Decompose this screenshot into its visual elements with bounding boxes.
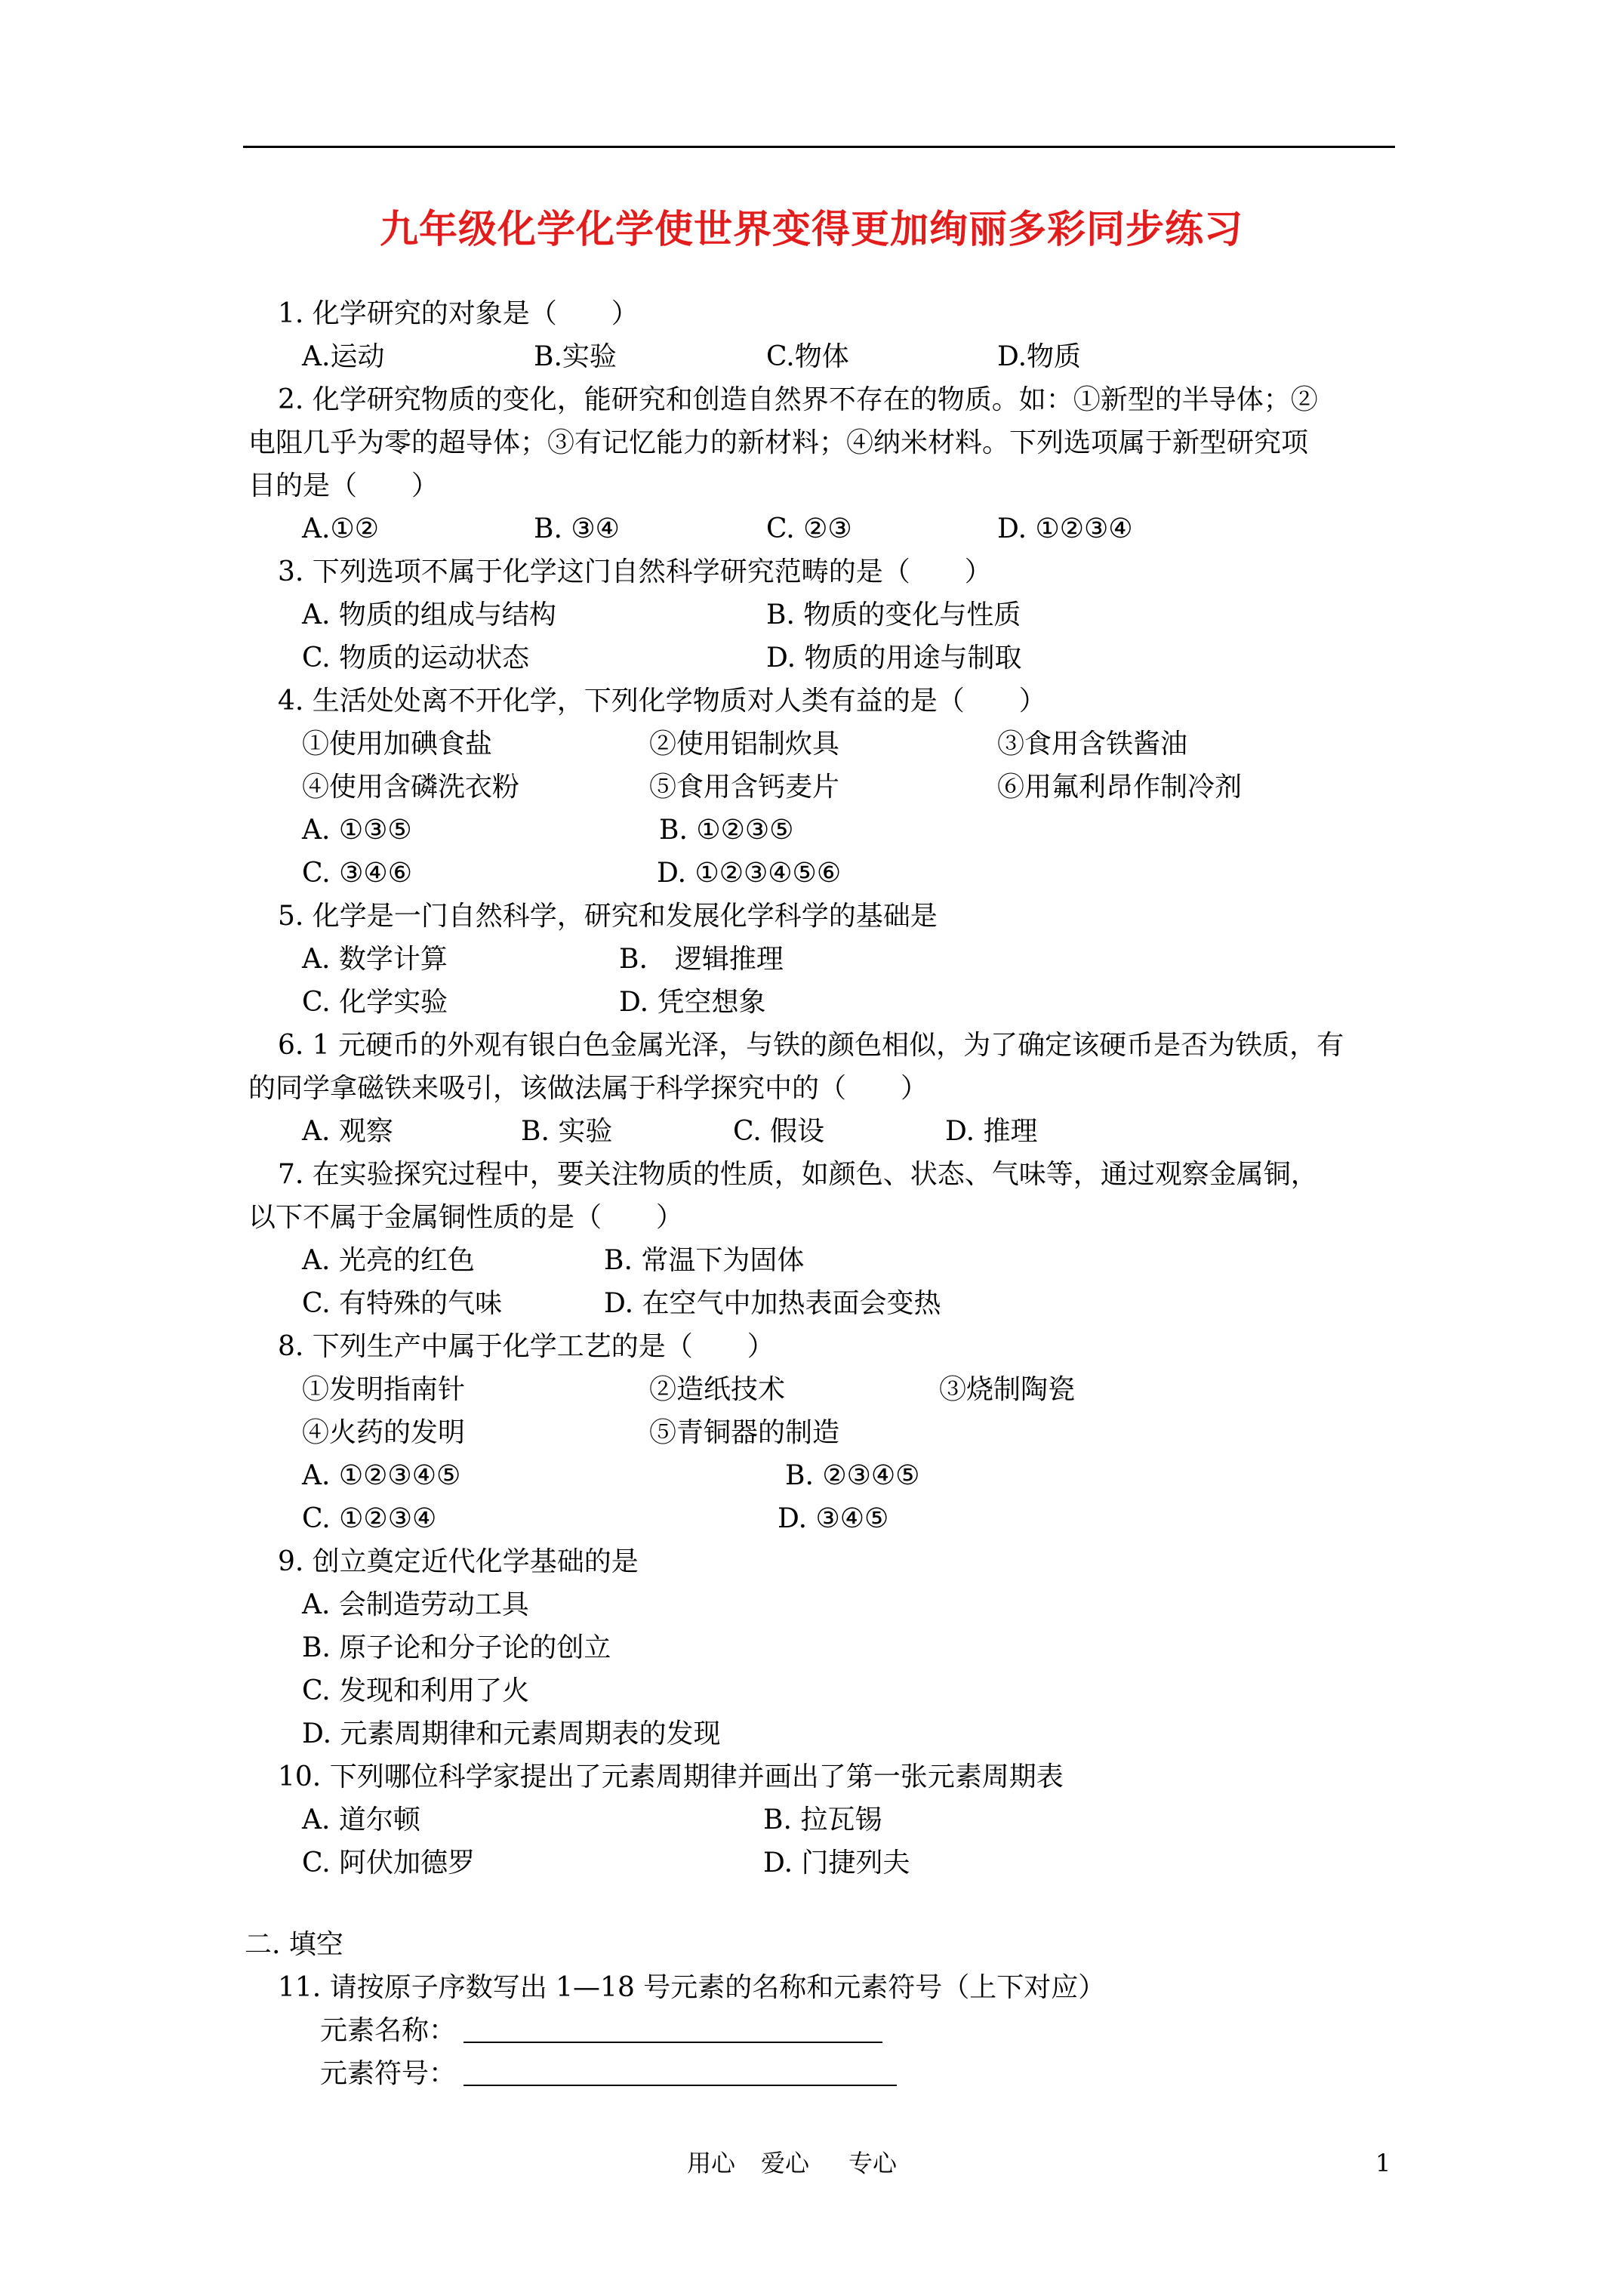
q8-option-d: D. ③④⑤ bbox=[778, 1503, 889, 1534]
question-6-stem-line2: 的同学拿磁铁来吸引，该做法属于科学探究中的（ ） bbox=[248, 1073, 929, 1104]
q7-option-c: C. 有特殊的气味 bbox=[302, 1288, 503, 1319]
q5-option-c: C. 化学实验 bbox=[302, 987, 448, 1018]
q7-option-a: A. 光亮的红色 bbox=[302, 1245, 475, 1276]
q6-option-c: C. 假设 bbox=[733, 1116, 825, 1147]
q2-option-c: C. ②③ bbox=[766, 513, 852, 544]
question-10-stem: 10. 下列哪位科学家提出了元素周期律并画出了第一张元素周期表 bbox=[278, 1761, 1064, 1792]
q9-option-a: A. 会制造劳动工具 bbox=[302, 1589, 529, 1620]
q5-option-d: D. 凭空想象 bbox=[619, 987, 766, 1018]
q8-item-1: ①发明指南针 bbox=[302, 1374, 466, 1405]
q6-option-b: B. 实验 bbox=[521, 1116, 613, 1147]
question-2-stem-line3: 目的是（ ） bbox=[248, 470, 439, 501]
q2-option-a: A.①② bbox=[302, 513, 379, 544]
q8-item-5: ⑤青铜器的制造 bbox=[649, 1417, 840, 1448]
question-9-stem: 9. 创立奠定近代化学基础的是 bbox=[278, 1546, 639, 1577]
q10-option-d: D. 门捷列夫 bbox=[763, 1848, 910, 1878]
q6-option-d: D. 推理 bbox=[945, 1116, 1038, 1147]
q3-option-b: B. 物质的变化与性质 bbox=[766, 599, 1021, 630]
q8-item-4: ④火药的发明 bbox=[302, 1417, 466, 1448]
element-symbol-blank[interactable] bbox=[463, 2085, 897, 2086]
q6-option-a: A. 观察 bbox=[302, 1116, 393, 1147]
q9-option-c: C. 发现和利用了火 bbox=[302, 1675, 530, 1706]
element-name-blank[interactable] bbox=[463, 2042, 882, 2043]
q9-option-d: D. 元素周期律和元素周期表的发现 bbox=[302, 1718, 721, 1749]
q3-option-d: D. 物质的用途与制取 bbox=[766, 643, 1022, 673]
q4-option-b: B. ①②③⑤ bbox=[659, 815, 794, 846]
q8-item-2: ②造纸技术 bbox=[649, 1374, 786, 1405]
element-symbol-label: 元素符号： bbox=[320, 2058, 457, 2089]
question-3-stem: 3. 下列选项不属于化学这门自然科学研究范畴的是（ ） bbox=[278, 556, 992, 587]
q8-item-3: ③烧制陶瓷 bbox=[939, 1374, 1076, 1405]
q9-option-b: B. 原子论和分子论的创立 bbox=[302, 1632, 611, 1663]
question-8-stem: 8. 下列生产中属于化学工艺的是（ ） bbox=[278, 1331, 775, 1362]
q1-option-a: A.运动 bbox=[302, 341, 385, 372]
q10-option-c: C. 阿伏加德罗 bbox=[302, 1848, 476, 1878]
page-title: 九年级化学化学使世界变得更加绚丽多彩同步练习 bbox=[379, 207, 1243, 252]
element-name-label: 元素名称： bbox=[320, 2015, 457, 2046]
footer-text-middle: 爱心 bbox=[761, 2149, 810, 2177]
section-2-heading: 二. 填空 bbox=[245, 1929, 343, 1960]
q8-option-a: A. ①②③④⑤ bbox=[302, 1460, 461, 1491]
q4-option-c: C. ③④⑥ bbox=[302, 858, 412, 889]
footer-text-right: 专心 bbox=[848, 2149, 898, 2177]
header-rule bbox=[243, 146, 1395, 148]
question-2-stem: 2. 化学研究物质的变化，能研究和创造自然界不存在的物质。如：①新型的半导体；② bbox=[278, 384, 1318, 415]
q4-item-1: ①使用加碘食盐 bbox=[302, 729, 493, 760]
q5-option-b: B. 逻辑推理 bbox=[619, 944, 784, 975]
q7-option-d: D. 在空气中加热表面会变热 bbox=[604, 1288, 941, 1319]
q4-item-3: ③食用含铁酱油 bbox=[997, 729, 1188, 760]
question-2-stem-line2: 电阻几乎为零的超导体；③有记忆能力的新材料；④纳米材料。下列选项属于新型研究项 bbox=[248, 427, 1309, 458]
q2-option-d: D. ①②③④ bbox=[997, 513, 1133, 544]
q8-option-c: C. ①②③④ bbox=[302, 1503, 437, 1534]
question-7-stem: 7. 在实验探究过程中，要关注物质的性质，如颜色、状态、气味等，通过观察金属铜， bbox=[278, 1159, 1318, 1190]
q10-option-b: B. 拉瓦锡 bbox=[763, 1804, 882, 1835]
q4-option-a: A. ①③⑤ bbox=[302, 815, 412, 846]
footer-text-left: 用心 bbox=[687, 2149, 736, 2177]
q2-option-b: B. ③④ bbox=[534, 513, 620, 544]
q8-option-b: B. ②③④⑤ bbox=[785, 1460, 920, 1491]
q5-option-a: A. 数学计算 bbox=[302, 944, 448, 975]
question-7-stem-line2: 以下不属于金属铜性质的是（ ） bbox=[248, 1202, 684, 1233]
q4-item-5: ⑤食用含钙麦片 bbox=[649, 772, 840, 803]
q1-option-d: D.物质 bbox=[997, 341, 1082, 372]
q4-item-6: ⑥用氟利昂作制冷剂 bbox=[997, 772, 1243, 803]
q4-item-2: ②使用铝制炊具 bbox=[649, 729, 840, 760]
question-1-stem: 1. 化学研究的对象是（ ） bbox=[278, 298, 639, 329]
q4-option-d: D. ①②③④⑤⑥ bbox=[657, 858, 842, 889]
page-number: 1 bbox=[1375, 2149, 1391, 2177]
question-4-stem: 4. 生活处处离不开化学，下列化学物质对人类有益的是（ ） bbox=[278, 686, 1046, 717]
q10-option-a: A. 道尔顿 bbox=[302, 1804, 420, 1835]
question-6-stem: 6. 1 元硬币的外观有银白色金属光泽，与铁的颜色相似，为了确定该硬币是否为铁质，有 bbox=[278, 1030, 1344, 1061]
q1-option-b: B.实验 bbox=[534, 341, 617, 372]
question-5-stem: 5. 化学是一门自然科学，研究和发展化学科学的基础是 bbox=[278, 901, 938, 932]
q4-item-4: ④使用含磷洗衣粉 bbox=[302, 772, 520, 803]
q7-option-b: B. 常温下为固体 bbox=[604, 1245, 805, 1276]
q3-option-a: A. 物质的组成与结构 bbox=[302, 599, 556, 630]
q1-option-c: C.物体 bbox=[766, 341, 849, 372]
question-11-stem: 11. 请按原子序数写出 1—18 号元素的名称和元素符号（上下对应） bbox=[278, 1972, 1106, 2003]
q3-option-c: C. 物质的运动状态 bbox=[302, 643, 530, 673]
